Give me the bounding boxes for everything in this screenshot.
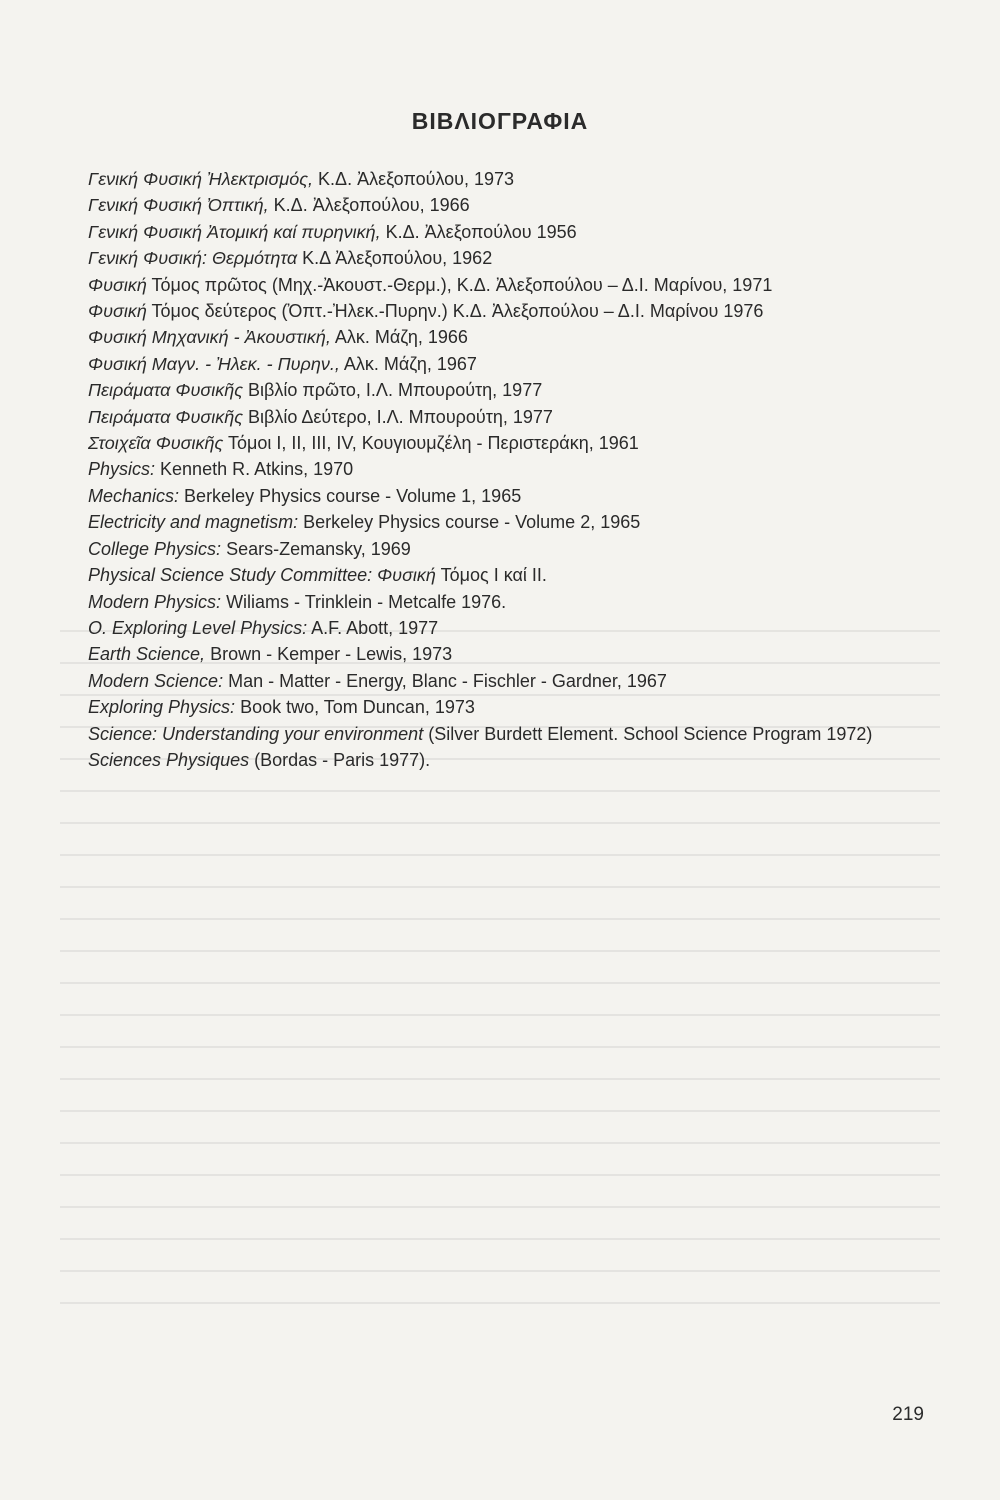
entry-details: (Silver Burdett Element. School Science Program 1972) [423,723,873,744]
entry-title: Γενική Φυσική Ὀπτική, [88,195,269,216]
entry-details: Κ.Δ Ἀλεξοπούλου, 1962 [297,248,493,269]
bibliography-entry [88,166,938,192]
entry-details: Kenneth R. Atkins, 1970 [155,459,354,480]
entry-details: Βιβλίο πρῶτο, Ι.Λ. Μπουρούτη, 1977 [242,380,543,401]
entry-details: Berkeley Physics course - Volume 1, 1965 [179,485,522,506]
entry-details: Brown - Kemper - Lewis, 1973 [205,644,453,665]
entry-title: Φυσική [88,301,147,322]
entry-title: Γενική Φυσική Ἠλεκτρισμός, [88,169,314,189]
page-title: ΒΙΒΛΙΟΓΡΑΦΙΑ [411,108,589,134]
entry-title: Electricity and magnetism: [88,512,299,533]
entry-details: Τόμος δεύτερος (Ὀπτ.-Ἠλεκ.-Πυρην.) Κ.Δ. Ἀλεξοπούλου – Δ.Ι. Μαρίνου 1976 [146,301,764,322]
bibliography-entry [88,351,938,377]
bibliography-entry [88,377,938,403]
bibliography-entry [88,641,938,667]
bibliography-entry [88,483,938,509]
entry-details: Κ.Δ. Ἀλεξοπούλου, 1966 [268,195,470,216]
bibliography-entry [88,747,938,773]
entry-details: Κ.Δ. Ἀλεξοπούλου, 1973 [313,169,515,189]
entry-title: Sciences Physiques [88,749,250,770]
entry-title: Physical Science Study Committee: Φυσική [88,565,436,586]
entry-title: Γενική Φυσική Ἀτομική καί πυρηνική, [88,221,381,242]
entry-title: Physics: [88,459,156,480]
bibliography-entry [88,668,938,694]
entry-details: Τόμοι Ι, ΙΙ, ΙΙΙ, ΙV, Κουγιουμζέλη - Περιστεράκη, 1961 [223,433,639,454]
bibliography-entry [88,192,938,218]
entry-title: Γενική Φυσική: Θερμότητα [88,248,298,269]
entry-details: Τόμος Ι καί ΙΙ. [435,565,547,586]
bibliography-entry [88,615,938,641]
bibliography-entry [88,324,938,350]
bibliography-entry [88,562,938,588]
entry-details: Sears-Zemansky, 1969 [221,538,411,559]
entry-details: (Bordas - Paris 1977). [249,749,431,770]
page-number: 219 [892,1404,924,1425]
bibliography-entry [88,509,938,535]
bibliography-entry [88,430,938,456]
entry-details: Κ.Δ. Ἀλεξοπούλου 1956 [380,221,577,242]
entry-title: Modern Physics: [88,591,222,612]
entry-title: Modern Science: [88,670,224,691]
bibliography-list [88,166,938,773]
bibliography-entry [88,404,938,430]
entry-title: Exploring Physics: [88,697,236,718]
entry-title: Φυσική Μαγν. - Ἠλεκ. - Πυρην., [88,353,340,374]
bibliography-entry [88,298,938,324]
entry-title: Earth Science, [88,644,206,665]
entry-title: Science: Understanding your environment [88,723,424,744]
entry-details: Berkeley Physics course - Volume 2, 1965 [298,512,641,533]
entry-title: College Physics: [88,538,222,559]
entry-title: Φυσική Μηχανική - Ἀκουστική, [88,327,331,348]
entry-details: Man - Matter - Energy, Blanc - Fischler - Gardner, 1967 [223,670,667,691]
entry-details: Wiliams - Trinklein - Metcalfe 1976. [221,591,507,612]
entry-details: Τόμος πρῶτος (Μηχ.-Ἀκουστ.-Θερμ.), Κ.Δ. Ἀλεξοπούλου – Δ.Ι. Μαρίνου, 1971 [146,274,773,295]
bibliography-entry [88,456,938,482]
entry-details: Book two, Tom Duncan, 1973 [235,697,475,718]
entry-details: Αλκ. Μάζη, 1966 [330,327,468,348]
bibliography-entry [88,694,938,720]
entry-details: Βιβλίο Δεύτερο, Ι.Λ. Μπουρούτη, 1977 [242,406,553,427]
bibliography-entry [88,721,938,747]
entry-title: Πειράματα Φυσικῆς [88,380,243,401]
entry-details: Αλκ. Μάζη, 1967 [339,353,477,374]
entry-title: O. Exploring Level Physics: [88,617,308,638]
bibliography-entry [88,589,938,615]
entry-title: Στοιχεῖα Φυσικῆς [88,433,224,454]
bibliography-entry [88,272,938,298]
entry-title: Πειράματα Φυσικῆς [88,406,243,427]
bibliography-entry [88,219,938,245]
entry-title: Φυσική [88,274,147,295]
entry-details: A.F. Abott, 1977 [307,617,439,638]
bibliography-entry [88,536,938,562]
bibliography-entry [88,245,938,271]
entry-title: Mechanics: [88,485,180,506]
